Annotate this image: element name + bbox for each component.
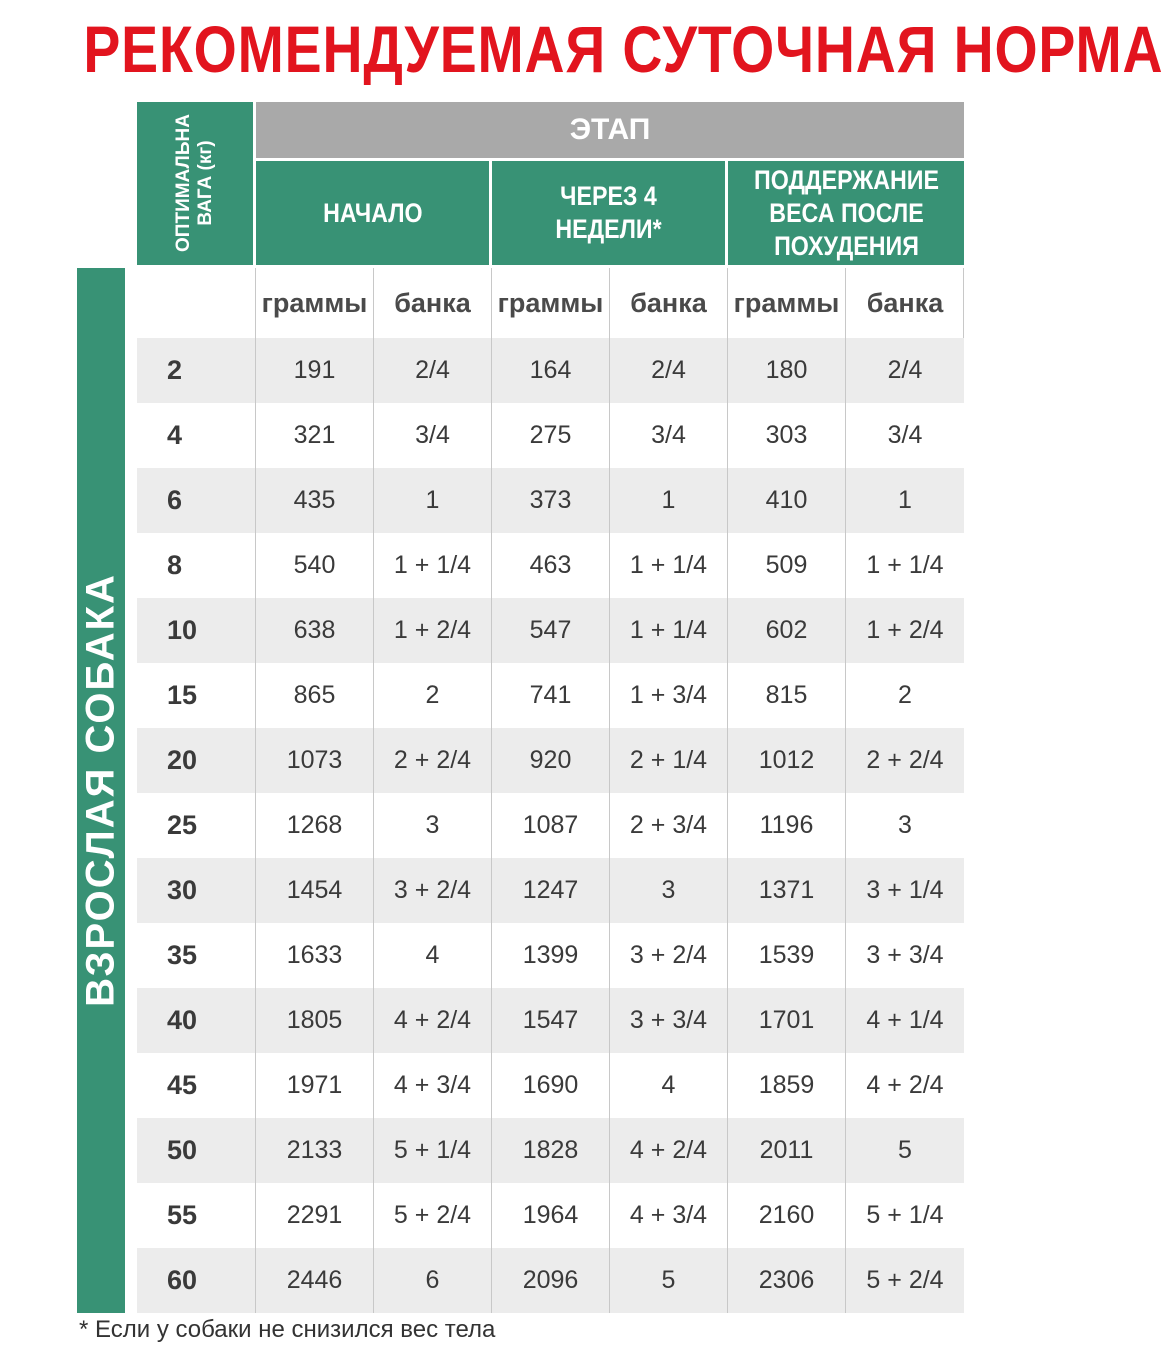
weight-cell: 4: [167, 420, 183, 450]
week4-grams-cell: 1690: [522, 1071, 579, 1099]
start-cans-cell: 4 + 2/4: [393, 1006, 472, 1034]
maint-grams-cell: 1539: [758, 941, 815, 969]
units-row: [137, 268, 964, 338]
start-grams-cell: 1454: [286, 876, 343, 904]
week4-cans-cell: 3: [661, 876, 676, 904]
week4-cans-cell: 2 + 3/4: [629, 811, 708, 839]
start-grams-cell: 1805: [286, 1006, 343, 1034]
week4-grams-cell: 2096: [522, 1266, 579, 1294]
start-grams-cell: 865: [293, 681, 336, 709]
maint-cans-cell: 1 + 2/4: [866, 616, 944, 644]
start-cans-cell: 3/4: [415, 421, 450, 449]
column-divider: [727, 268, 728, 1313]
weight-cell: 60: [167, 1265, 198, 1295]
week4-cans-cell: 4: [661, 1071, 676, 1099]
unit-label: банка: [394, 287, 471, 318]
weight-cell: 55: [167, 1200, 198, 1230]
start-cans-cell: 2 + 2/4: [393, 746, 472, 774]
week4-grams-cell: 463: [529, 551, 572, 579]
unit-label: граммы: [261, 287, 368, 318]
maint-cans-cell: 3: [898, 811, 912, 839]
phase-header-start-label: НАЧАЛО: [322, 197, 423, 228]
start-cans-cell: 6: [425, 1266, 440, 1294]
column-divider: [963, 268, 964, 338]
phase-header-after-4-weeks: [492, 161, 725, 265]
table-row: [137, 1183, 964, 1248]
week4-grams-cell: 1964: [522, 1201, 579, 1229]
maint-cans-cell: 2 + 2/4: [866, 746, 944, 774]
weight-cell: 20: [167, 745, 198, 775]
table-row: [137, 598, 964, 663]
week4-cans-cell: 3/4: [651, 421, 686, 449]
week4-cans-cell: 4 + 2/4: [629, 1136, 708, 1164]
maint-cans-cell: 3/4: [887, 421, 923, 449]
phase-header-maintenance: [728, 161, 964, 265]
maint-cans-cell: 2/4: [887, 356, 923, 384]
weight-cell: 15: [167, 680, 198, 710]
phase-header-start: [256, 161, 489, 265]
maint-grams-cell: 410: [765, 486, 808, 514]
table-row: [137, 858, 964, 923]
maint-grams-cell: 815: [765, 681, 808, 709]
start-cans-cell: 2/4: [415, 356, 450, 384]
weight-cell: 40: [167, 1005, 198, 1035]
phase-header-after-4-weeks-label: ЧЕРЕЗ 4 НЕДЕЛИ*: [555, 181, 662, 244]
side-label-bar: [77, 268, 125, 1313]
maint-grams-cell: 602: [765, 616, 808, 644]
start-grams-cell: 435: [293, 486, 336, 514]
week4-cans-cell: 1: [661, 486, 676, 514]
column-divider: [609, 268, 610, 1313]
week4-grams-cell: 164: [529, 356, 572, 384]
stage-header: ЭТАП: [256, 102, 964, 158]
week4-cans-cell: 2 + 1/4: [629, 746, 708, 774]
maint-cans-cell: 1 + 1/4: [866, 551, 944, 579]
start-cans-cell: 5 + 1/4: [393, 1136, 472, 1164]
start-grams-cell: 2446: [286, 1266, 343, 1294]
column-divider: [845, 268, 846, 1313]
weight-cell: 8: [167, 550, 183, 580]
side-label: ВЗРОСЛАЯ СОБАКА: [78, 573, 123, 1007]
unit-label: граммы: [733, 287, 840, 318]
maint-grams-cell: 1859: [758, 1071, 815, 1099]
unit-label: банка: [866, 287, 944, 318]
start-cans-cell: 1 + 2/4: [393, 616, 472, 644]
unit-label: граммы: [497, 287, 604, 318]
maint-cans-cell: 4 + 2/4: [866, 1071, 944, 1099]
maint-cans-cell: 5: [898, 1136, 912, 1164]
table-row: [137, 338, 964, 403]
week4-grams-cell: 547: [529, 616, 572, 644]
table-row: [137, 403, 964, 468]
maint-grams-cell: 180: [765, 356, 808, 384]
maint-cans-cell: 3 + 3/4: [866, 941, 944, 969]
start-cans-cell: 4 + 3/4: [393, 1071, 472, 1099]
start-cans-cell: 2: [425, 681, 440, 709]
maint-grams-cell: 1371: [758, 876, 815, 904]
phase-header-maintenance-label: ПОДДЕРЖАНИЕ ВЕСА ПОСЛЕ ПОХУДЕНИЯ: [753, 164, 939, 261]
weight-cell: 35: [167, 940, 198, 970]
week4-cans-cell: 1 + 1/4: [629, 616, 708, 644]
start-grams-cell: 2133: [286, 1136, 343, 1164]
weight-cell: 2: [167, 355, 183, 385]
week4-grams-cell: 1399: [522, 941, 579, 969]
page-title: РЕКОМЕНДУЕМАЯ СУТОЧНАЯ НОРМА: [83, 12, 1163, 86]
table-row: [137, 468, 964, 533]
maint-grams-cell: 509: [765, 551, 808, 579]
maint-grams-cell: 1012: [758, 746, 815, 774]
column-divider: [373, 268, 374, 1313]
start-grams-cell: 1073: [286, 746, 343, 774]
week4-grams-cell: 1828: [522, 1136, 579, 1164]
table-row: [137, 1118, 964, 1183]
weight-cell: 10: [167, 615, 198, 645]
week4-cans-cell: 2/4: [651, 356, 686, 384]
week4-cans-cell: 5: [661, 1266, 676, 1294]
table-row: [137, 728, 964, 793]
week4-grams-cell: 373: [529, 486, 572, 514]
week4-cans-cell: 1 + 3/4: [629, 681, 708, 709]
week4-grams-cell: 1087: [522, 811, 579, 839]
start-grams-cell: 1633: [286, 941, 343, 969]
weight-cell: 6: [167, 485, 183, 515]
maint-cans-cell: 3 + 1/4: [866, 876, 944, 904]
week4-grams-cell: 920: [529, 746, 572, 774]
maint-grams-cell: 1701: [758, 1006, 815, 1034]
start-cans-cell: 1: [425, 486, 440, 514]
table-row: [137, 923, 964, 988]
weight-cell: 30: [167, 875, 198, 905]
week4-grams-cell: 1547: [522, 1006, 579, 1034]
table-row: [137, 1053, 964, 1118]
maint-cans-cell: 4 + 1/4: [866, 1006, 944, 1034]
start-cans-cell: 3 + 2/4: [393, 876, 472, 904]
start-grams-cell: 321: [293, 421, 336, 449]
weight-cell: 45: [167, 1070, 198, 1100]
start-cans-cell: 4: [425, 941, 440, 969]
maint-grams-cell: 2160: [758, 1201, 815, 1229]
table-row: [137, 663, 964, 728]
start-grams-cell: 191: [293, 356, 336, 384]
table-row: [137, 988, 964, 1053]
table-row: [137, 1248, 964, 1313]
start-grams-cell: 540: [293, 551, 336, 579]
column-divider: [255, 268, 256, 1313]
weight-cell: 50: [167, 1135, 198, 1165]
start-grams-cell: 2291: [286, 1201, 343, 1229]
start-grams-cell: 1268: [286, 811, 343, 839]
week4-cans-cell: 3 + 2/4: [629, 941, 708, 969]
maint-grams-cell: 1196: [759, 811, 814, 839]
footnote: * Если у собаки не снизился вес тела: [79, 1316, 496, 1343]
week4-cans-cell: 4 + 3/4: [629, 1201, 708, 1229]
week4-grams-cell: 1247: [522, 876, 579, 904]
maint-cans-cell: 2: [898, 681, 912, 709]
maint-cans-cell: 5 + 2/4: [866, 1266, 944, 1294]
start-grams-cell: 638: [293, 616, 336, 644]
start-grams-cell: 1971: [286, 1071, 343, 1099]
table-row: [137, 793, 964, 858]
column-divider: [491, 268, 492, 1313]
week4-cans-cell: 1 + 1/4: [629, 551, 708, 579]
maint-grams-cell: 303: [765, 421, 808, 449]
start-cans-cell: 1 + 1/4: [393, 551, 472, 579]
weight-cell: 25: [167, 810, 198, 840]
maint-grams-cell: 2011: [759, 1136, 814, 1164]
weight-column-header: [137, 102, 253, 265]
start-cans-cell: 3: [425, 811, 440, 839]
week4-grams-cell: 741: [529, 681, 572, 709]
table-row: [137, 533, 964, 598]
maint-grams-cell: 2306: [758, 1266, 815, 1294]
week4-cans-cell: 3 + 3/4: [629, 1006, 708, 1034]
week4-grams-cell: 275: [529, 421, 572, 449]
unit-label: банка: [630, 287, 707, 318]
start-cans-cell: 5 + 2/4: [393, 1201, 472, 1229]
weight-column-header-label: ОПТИМАЛЬНА ВАГА (кг): [173, 114, 216, 252]
maint-cans-cell: 5 + 1/4: [866, 1201, 944, 1229]
maint-cans-cell: 1: [898, 486, 912, 514]
